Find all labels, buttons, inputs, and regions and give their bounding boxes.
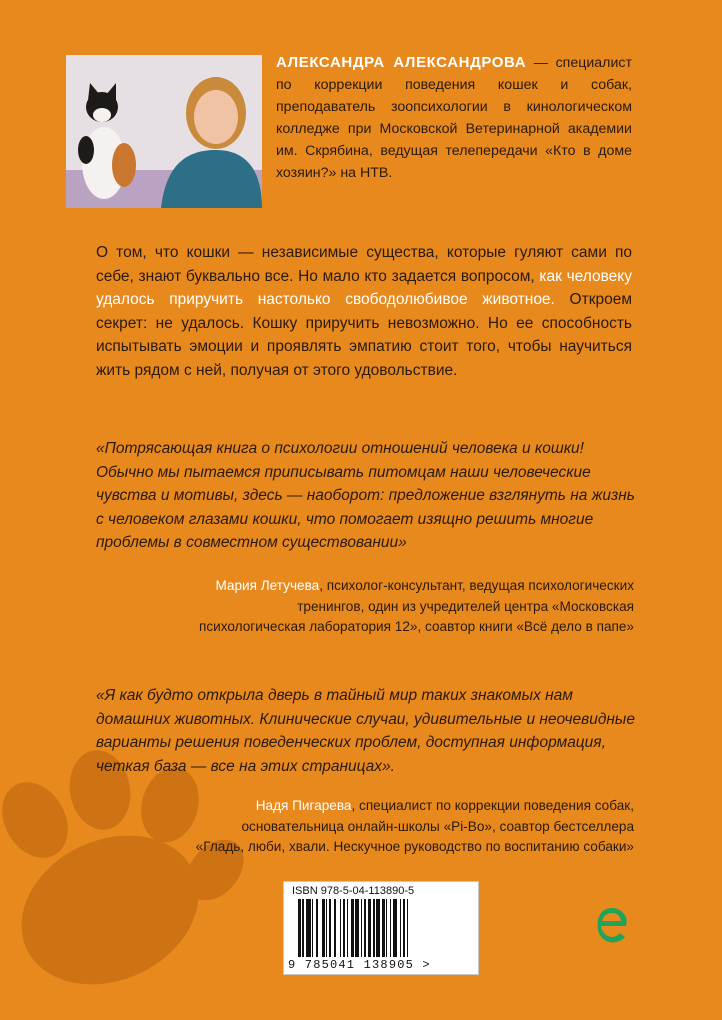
author-photo [66, 55, 262, 208]
author-bio [276, 52, 632, 184]
barcode-bars [298, 899, 466, 957]
review-role-2: , специалист по коррекции поведения собак, основательница онлайн-школы «Pi-Bo», соавтор бестселлера «Гладь, люби, хвали. Нескучное руководство по воспитанию собаки» [195, 798, 634, 854]
intro-text-2: Откроем секрет: не удалось. Кошку приручить невозможно. Но ее способность испытывать эмоции и проявлять эмпатию стоит того, чтобы научиться жить рядом с ней, получая от этого удовольствие. [96, 291, 633, 379]
publisher-logo-icon [594, 904, 630, 946]
review-quote-1: «Потрясающая книга о психологии отношений человека и кошки! Обычно мы пытаемся приписывать питомцам наши человеческие чувства и мотивы, здесь — наоборот: предложение взглянуть на жизнь с человеком глазами кошки, что помогает изящно решить многие проблемы в совместном существовании» [96, 440, 635, 551]
review-role-1: , психолог-консультант, ведущая психологических тренингов, один из учредителей центра «Московская психологическая лаборатория 12», соавтор книги «Всё дело в папе» [198, 578, 634, 634]
review-author-1: Мария Летучева [215, 578, 320, 593]
review-author-2: Надя Пигарева [255, 798, 352, 813]
author-description: — специалист по коррекции поведения кошек и собак, преподаватель зоопсихологии в кинологическом колледже при Московской Ветеринарной академии им. Скрябина, ведущая телепередачи «Кто в доме хозяин?» на НТВ. [276, 55, 632, 181]
intro-highlight: как человеку удалось приручить настолько свободолюбивое животное. [96, 267, 632, 308]
intro-text-1: О том, что кошки — независимые существа, которые гуляют сами по себе, знают буквально все. Но мало кто задается вопросом, [96, 244, 632, 285]
barcode-digits: 9 785041 138905 > [288, 958, 431, 972]
review-attribution-2 [194, 796, 634, 858]
author-name: АЛЕКСАНДРА АЛЕКСАНДРОВА [276, 54, 527, 71]
isbn-number: ISBN 978-5-04-113890-5 [292, 885, 415, 897]
barcode-bar [408, 899, 411, 957]
review-quote-2: «Я как будто открыла дверь в тайный мир таких знакомых нам домашних животных. Клинические случаи, удивительные и неочевидные варианты решения поведенческих проблем, доступная информация, четкая база — все на этих страницах». [96, 687, 635, 775]
intro-paragraph [96, 241, 632, 382]
review-attribution-1 [194, 576, 634, 638]
isbn-barcode [283, 881, 479, 975]
